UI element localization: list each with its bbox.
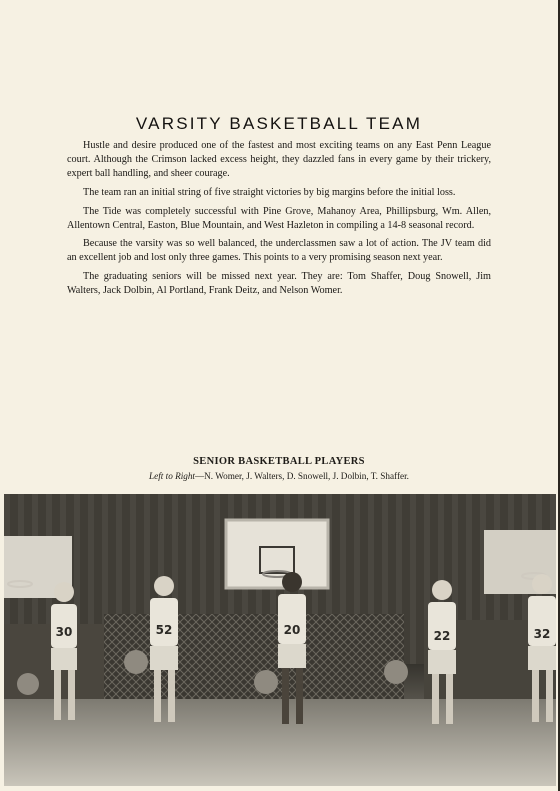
caption-lead: Left to Right xyxy=(149,471,195,481)
article-body xyxy=(67,139,491,303)
jersey-number: 32 xyxy=(533,627,551,641)
team-photo-illustration xyxy=(4,494,556,786)
gym-floor xyxy=(4,699,556,786)
caption-name-list: —N. Womer, J. Walters, D. Snowell, J. Dolbin, T. Shaffer. xyxy=(194,471,409,481)
jersey-number: 52 xyxy=(155,623,173,637)
photo-caption-names xyxy=(0,471,558,481)
paragraph: The graduating seniors will be missed next year. They are: Tom Shaffer, Doug Snowell, Jim Walters, Jack Dolbin, Al Portland, Frank Deitz, and Nelson Womer. xyxy=(67,271,491,297)
page-title: VARSITY BASKETBALL TEAM xyxy=(135,114,423,133)
basketball xyxy=(384,660,408,684)
paragraph: The Tide was completely successful with Pine Grove, Mahanoy Area, Phillipsburg, Wm. Allen, Allentown Central, Easton, Blue Mountain, and West Hazleton in compiling a 14-8 seasonal record. xyxy=(67,205,491,231)
paragraph: The team ran an initial string of five straight victories by big margins before the initial loss. xyxy=(83,186,456,198)
team-photo xyxy=(4,494,556,786)
jersey-number: 22 xyxy=(433,629,451,643)
basketball xyxy=(17,673,39,695)
bleacher-net xyxy=(104,614,404,706)
paragraph: Because the varsity was so well balanced, the underclassmen saw a lot of action. The JV team did an excellent job and lost only three games. This points to a very promising season next year. xyxy=(67,238,491,264)
paragraph: Hustle and desire produced one of the fastest and most exciting teams on any East Penn League court. Although the Crimson lacked excess height, they dazzled fans in every game by their trickery, expert ball handling, and sheer courage. xyxy=(67,140,491,179)
jersey-number: 20 xyxy=(283,623,301,637)
basketball xyxy=(124,650,148,674)
photo-caption-title: SENIOR BASKETBALL PLAYERS xyxy=(193,456,365,467)
jersey-number: 30 xyxy=(55,625,73,639)
basketball xyxy=(254,670,278,694)
